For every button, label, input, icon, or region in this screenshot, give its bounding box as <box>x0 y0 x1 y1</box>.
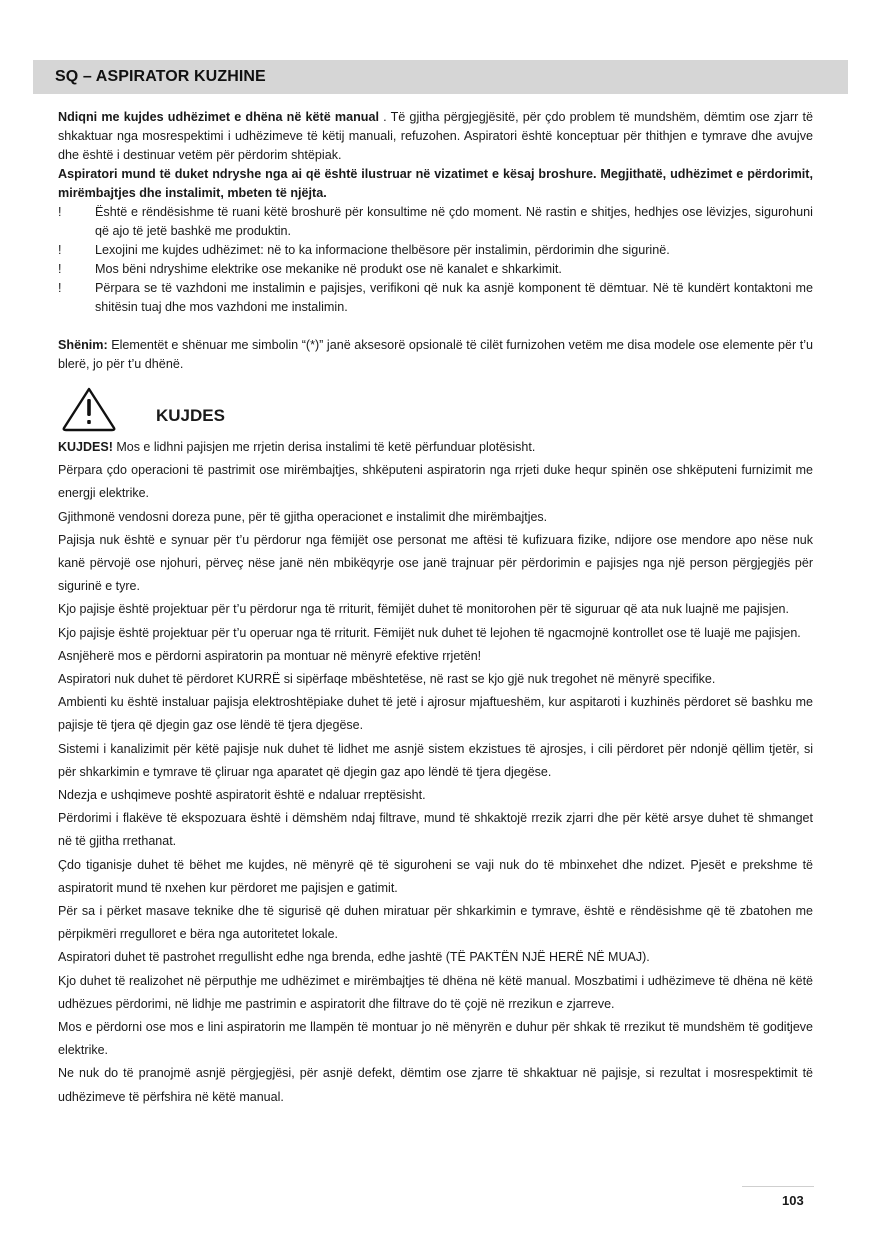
warning-section <box>58 436 813 1109</box>
warning-paragraph: Përdorimi i flakëve të ekspozuara është i dëmshëm ndaj filtrave, mund të shkaktojë rrezik zjarri dhe për këtë arsye duhet të shmanget në të gjitha rrethanat. <box>58 811 813 849</box>
note-paragraph <box>58 336 813 374</box>
intro-text: . Të gjitha përgjegjësitë, për çdo problem të mundshëm, dëmtim ose zjarr të shkaktuar nga mosrespektimi i udhëzimeve të këtij manuali, refuzohen. Aspiratori është konceptuar për thithjen e tymrave dhe avujve dhe është i destinuar vetëm për përdorim shtëpiak. <box>58 110 814 162</box>
warning-first-paragraph: KUJDES! Mos e lidhni pajisjen me rrjetin derisa instalimi të ketë përfunduar plotësisht. <box>58 440 536 454</box>
warning-paragraph: Kjo pajisje është projektuar për t’u operuar nga të rriturit. Fëmijët nuk duhet të lejohen të ngacmojnë kontrollet ose të luajë me pajisjen. <box>58 625 801 640</box>
bullet-mark: ! <box>58 243 62 257</box>
warning-paragraph: Për sa i përket masave teknike dhe të sigurisë që duhen miratuar për shkarkimin e tymrave, është e rëndësishme që të zbatohen me përpikmëri rregulloret e bëra nga autoritetet lokale. <box>58 904 813 942</box>
bullet-mark: ! <box>58 281 62 295</box>
warning-paragraph: Gjithmonë vendosni doreza pune, për të gjitha operacionet e instalimit dhe mirëmbajtjes. <box>58 509 548 524</box>
list-item: ! Është e rëndësishme të ruani këtë broshurë për konsultime në çdo moment. Në rastin e shitjes, hedhjes ose lëvizjes, sigurohuni që ajo të jetë bashkë me produktin. <box>58 205 813 238</box>
warning-paragraph: Ambienti ku është instaluar pajisja elektroshtëpiake duhet të jetë i ajrosur mjaftueshëm, kur aspitaroti i kuzhinës përdoret së bashku me pajisje të tjera që djegin gaz ose lëndë të tjera djegëse. <box>58 695 813 733</box>
warning-paragraph: Aspiratori duhet të pastrohet rregullisht edhe nga brenda, edhe jashtë (TË PAKTËN NJË HERË NË MUAJ). <box>58 950 650 965</box>
section-title: SQ – ASPIRATOR KUZHINE <box>55 68 266 85</box>
warning-label: KUJDES! <box>58 440 113 454</box>
section-header-bar <box>33 60 848 94</box>
document-body <box>58 108 813 1109</box>
warning-paragraph: Përpara çdo operacioni të pastrimit ose mirëmbajtjes, shkëputeni aspiratorin nga rrjeti duke hequr spinën ose shkëputeni furnizimit me energji elektrike. <box>58 463 813 501</box>
warning-paragraph: Mos e përdorni ose mos e lini aspiratorin me llampën të montuar jo në mënyrën e duhur për shkak të rrezikut të mundshëm të goditjeve elektrike. <box>58 1020 813 1058</box>
warning-paragraph: Kjo pajisje është projektuar për t’u përdorur nga të rriturit, fëmijët duhet të monitorohen për të siguruar që ata nuk luajnë me pajisjen. <box>58 602 789 617</box>
bullet-mark: ! <box>58 262 62 276</box>
warning-paragraph: Ndezja e ushqimeve poshtë aspiratorit është e ndaluar rreptësisht. <box>58 788 426 803</box>
note-text: Elementët e shënuar me simbolin “(*)” janë aksesorë opsionalë të cilët furnizohen vetëm me disa modele ose elemente për t’u blerë, jo për t’u dhënë. <box>58 338 813 371</box>
intro-bold-lead: Ndiqni me kujdes udhëzimet e dhëna në këtë manual <box>58 110 379 124</box>
note-label: Shënim: <box>58 338 108 352</box>
footer-divider <box>742 1186 814 1187</box>
list-item: ! Lexojini me kujdes udhëzimet: në to ka informacione thelbësore për instalimin, përdorimin dhe sigurinë. <box>58 241 813 260</box>
warning-paragraph: Ne nuk do të pranojmë asnjë përgjegjësi, për asnjë defekt, dëmtim ose zjarre të shkaktuar në pajisje, si rezultat i mosrespektimit të udhëzimeve të përfshira në këtë manual. <box>58 1066 813 1104</box>
warning-paragraph: Kjo duhet të realizohet në përputhje me udhëzimet e mirëmbajtjes të dhëna në këtë manual. Moszbatimi i udhëzimeve të dhëna në këtë udhëzues përdorimi, në lidhje me pastrimin e aspiratorit dhe filtrave do të çojë në rrezikun e zjarreve. <box>58 973 813 1011</box>
warning-title: KUJDES <box>156 406 225 425</box>
warning-heading <box>58 384 813 436</box>
warning-paragraph: Çdo tiganisje duhet të bëhet me kujdes, në mënyrë që të siguroheni se vaji nuk do të mbinxehet dhe ndizet. Pjesët e prekshme të aspiratorit mund të nxehen kur përdoret me pajisjen e gatimit. <box>58 857 813 895</box>
warning-paragraph: Asnjëherë mos e përdorni aspiratorin pa montuar në mënyrë efektive rrjetën! <box>58 648 482 663</box>
bullet-mark: ! <box>58 205 62 219</box>
list-item: ! Mos bëni ndryshime elektrike ose mekanike në produkt ose në kanalet e shkarkimit. <box>58 260 813 279</box>
intro-paragraph <box>58 108 813 165</box>
safety-bullet-list <box>58 203 813 317</box>
warning-triangle-icon <box>61 386 117 432</box>
illustration-notice: Aspiratori mund të duket ndryshe nga ai që është ilustruar në vizatimet e kësaj broshure. Megjithatë, udhëzimet e përdorimit, mirëmbajtjes dhe instalimit, mbeten të njëjta. <box>58 167 813 200</box>
page-number: 103 <box>782 1193 804 1208</box>
warning-paragraph: Aspiratori nuk duhet të përdoret KURRË si sipërfaqe mbështetëse, në rast se kjo gjë nuk tregohet në mënyrë specifike. <box>58 672 716 687</box>
warning-paragraph: Sistemi i kanalizimit për këtë pajisje nuk duhet të lidhet me asnjë sistem ekzistues të ajrosjes, i cili përdoret për ndonjë qëllim tjetër, si për shkarkimin e tymrave të çliruar nga aparatet që djegin gaz apo lëndë të tjera djegëse. <box>58 741 813 779</box>
list-item: ! Përpara se të vazhdoni me instalimin e pajisjes, verifikoni që nuk ka asnjë komponent të dëmtuar. Në të kundërt kontaktoni me shitësin tuaj dhe mos vazhdoni me instalimin. <box>58 281 813 314</box>
warning-paragraph: Pajisja nuk është e synuar për t’u përdorur nga fëmijët ose personat me aftësi të kufizuara fizike, ndijore ose mendore apo nëse nuk kanë përvojë ose njohuri, përveç nëse janë nën mbikëqyrje ose janë trajnuar për përdorimin e pajisjes nga një person përgjegjës për sigurinë e tyre. <box>58 532 813 594</box>
